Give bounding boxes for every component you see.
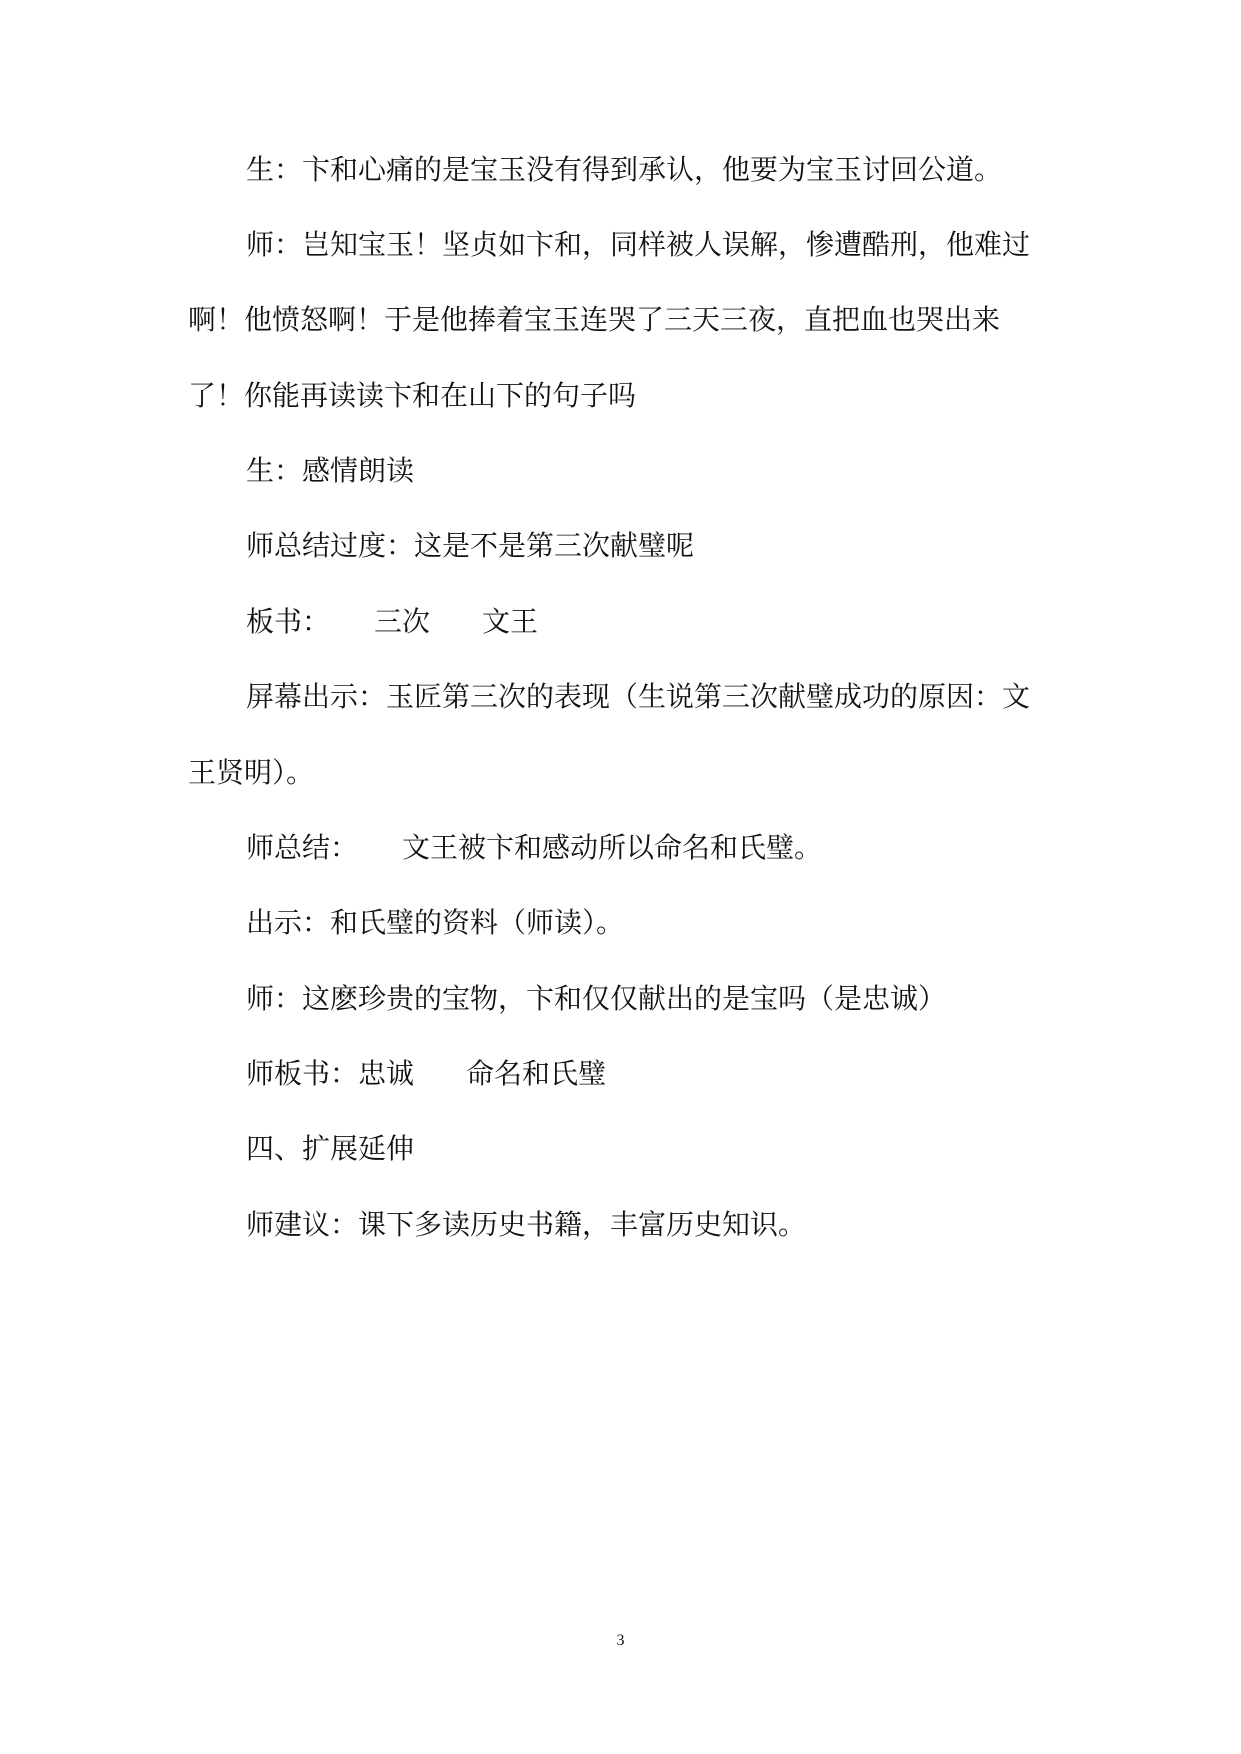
paragraph-screen-display-line-2: 王贤明）。 [188,756,315,789]
conclusion-label: 师总结： [246,831,359,864]
paragraph-screen-display-line-1: 屏幕出示：玉匠第三次的表现（生说第三次献璧成功的原因：文 [246,680,1031,713]
paragraph-teacher-summary: 师总结过度：这是不是第三次献璧呢 [246,529,695,562]
paragraph-show-materials: 出示：和氏璧的资料（师读）。 [246,906,625,939]
page-number: 3 [616,1632,625,1649]
teacher-blackboard-text: 命名和氏璧 [466,1057,607,1090]
paragraph-teacher-line-3: 了！你能再读读卞和在山下的句子吗 [188,379,637,412]
blackboard-item-king-wen: 文王 [482,605,539,638]
blackboard-item-three-times: 三次 [374,605,431,638]
paragraph-blackboard [246,602,1126,642]
paragraph-teacher-blackboard [246,1054,1126,1094]
conclusion-text: 文王被卞和感动所以命名和氏璧。 [402,831,823,864]
paragraph-teacher-question: 师：这麽珍贵的宝物，卞和仅仅献出的是宝吗（是忠诚） [246,982,947,1015]
paragraph-teacher-suggestion: 师建议：课下多读历史书籍，丰富历史知识。 [246,1208,807,1241]
teacher-blackboard-label: 师板书：忠诚 [246,1057,415,1090]
paragraph-student-reading: 生：感情朗读 [246,454,415,487]
paragraph-teacher-conclusion [246,828,1126,868]
paragraph-student-answer: 生：卞和心痛的是宝玉没有得到承认，他要为宝玉讨回公道。 [246,153,1003,186]
blackboard-label: 板书： [246,605,331,638]
section-heading-extension: 四、扩展延伸 [246,1132,415,1165]
paragraph-teacher-line-2: 啊！他愤怒啊！于是他捧着宝玉连哭了三天三夜，直把血也哭出来 [188,303,1001,336]
paragraph-teacher-line-1: 师：岂知宝玉！坚贞如卞和，同样被人误解，惨遭酷刑，他难过 [246,228,1031,261]
